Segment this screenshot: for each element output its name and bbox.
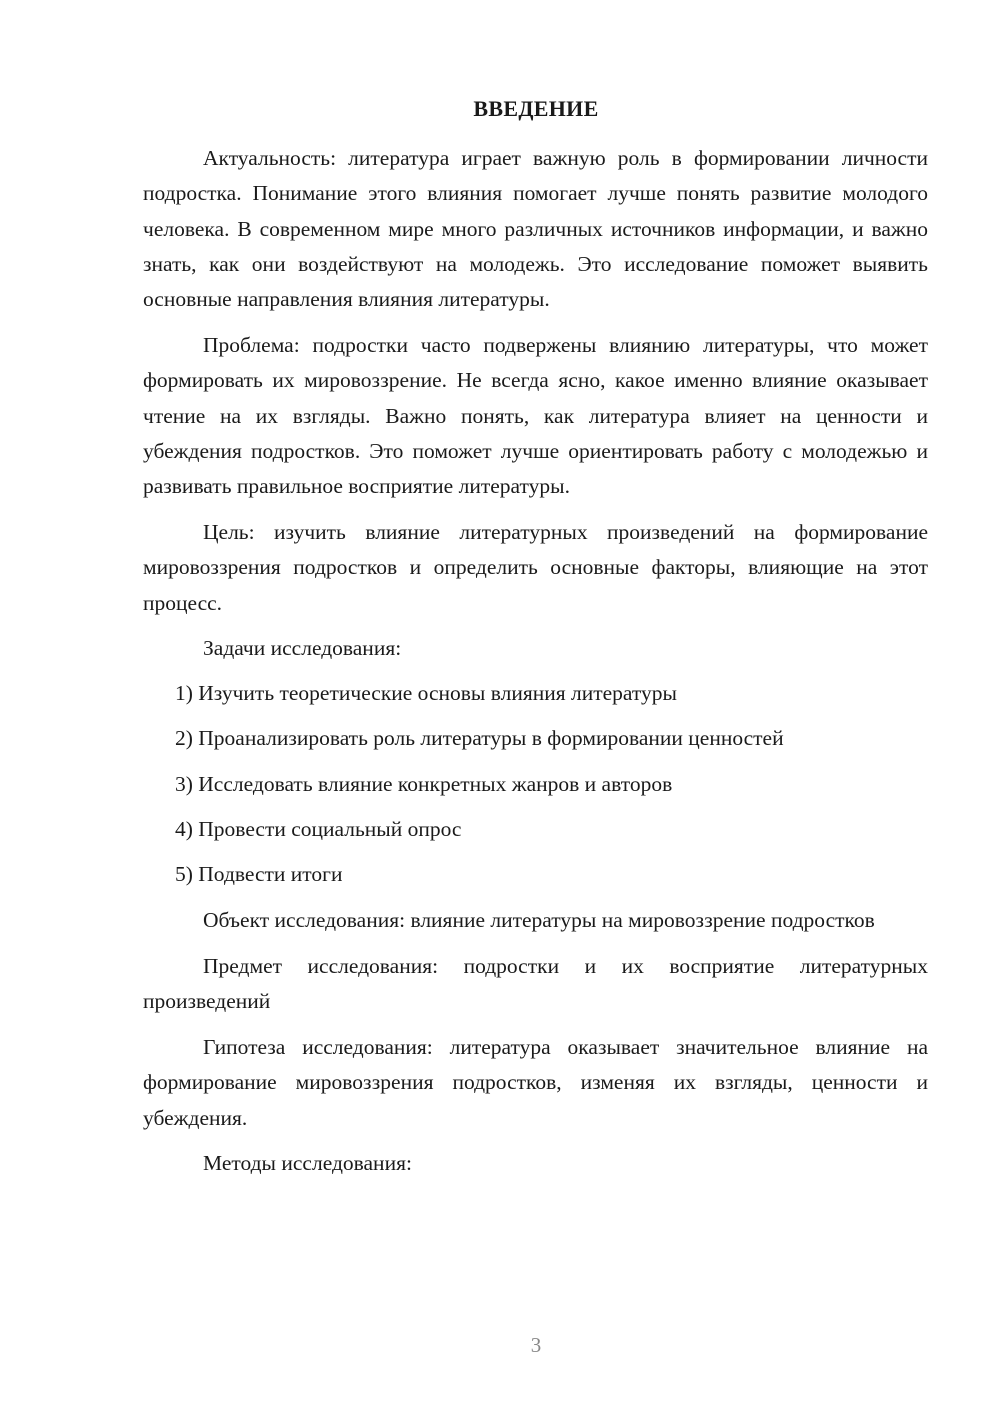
relevance-paragraph: Актуальность: литература играет важную роль в формировании личности подростка. Понимание этого влияния помогает лучше понять развитие молодого человека. В современном мире много различных источников информации, и важно знать, как они воздействуют на молодежь. Это исследование поможет выявить основные направления влияния литературы. xyxy=(143,146,928,312)
task-item: 5) Подвести итоги xyxy=(175,862,343,887)
goal-paragraph: Цель: изучить влияние литературных произведений на формирование мировоззрения подростков и определить основные факторы, влияющие на этот процесс. xyxy=(143,519,928,615)
page-title: ВВЕДЕНИЕ xyxy=(473,96,599,121)
task-item: 2) Проанализировать роль литературы в формировании ценностей xyxy=(175,726,784,751)
subject-paragraph: Предмет исследования: подростки и их восприятие литературных произведений xyxy=(143,953,928,1014)
methods-title: Методы исследования: xyxy=(203,1151,412,1176)
page-number: 3 xyxy=(530,1333,542,1357)
object-paragraph: Объект исследования: влияние литературы на мировоззрение подростков xyxy=(203,908,875,933)
document-body xyxy=(143,141,928,1182)
task-item: 3) Исследовать влияние конкретных жанров и авторов xyxy=(175,771,673,796)
task-item: 4) Провести социальный опрос xyxy=(175,817,462,842)
task-item: 1) Изучить теоретические основы влияния литературы xyxy=(175,681,677,706)
tasks-title: Задачи исследования: xyxy=(203,635,402,660)
hypothesis-paragraph: Гипотеза исследования: литература оказывает значительное влияние на формирование мировоззрения подростков, изменяя их взгляды, ценности и убеждения. xyxy=(143,1035,928,1130)
problem-paragraph: Проблема: подростки часто подвержены влиянию литературы, что может формировать их мировоззрение. Не всегда ясно, какое именно влияние оказывает чтение на их взгляды. Важно понять, как литература влияет на ценности и убеждения подростков. Это поможет лучше ориентировать работу с молодежью и развивать правильное восприятие литературы. xyxy=(143,332,928,499)
